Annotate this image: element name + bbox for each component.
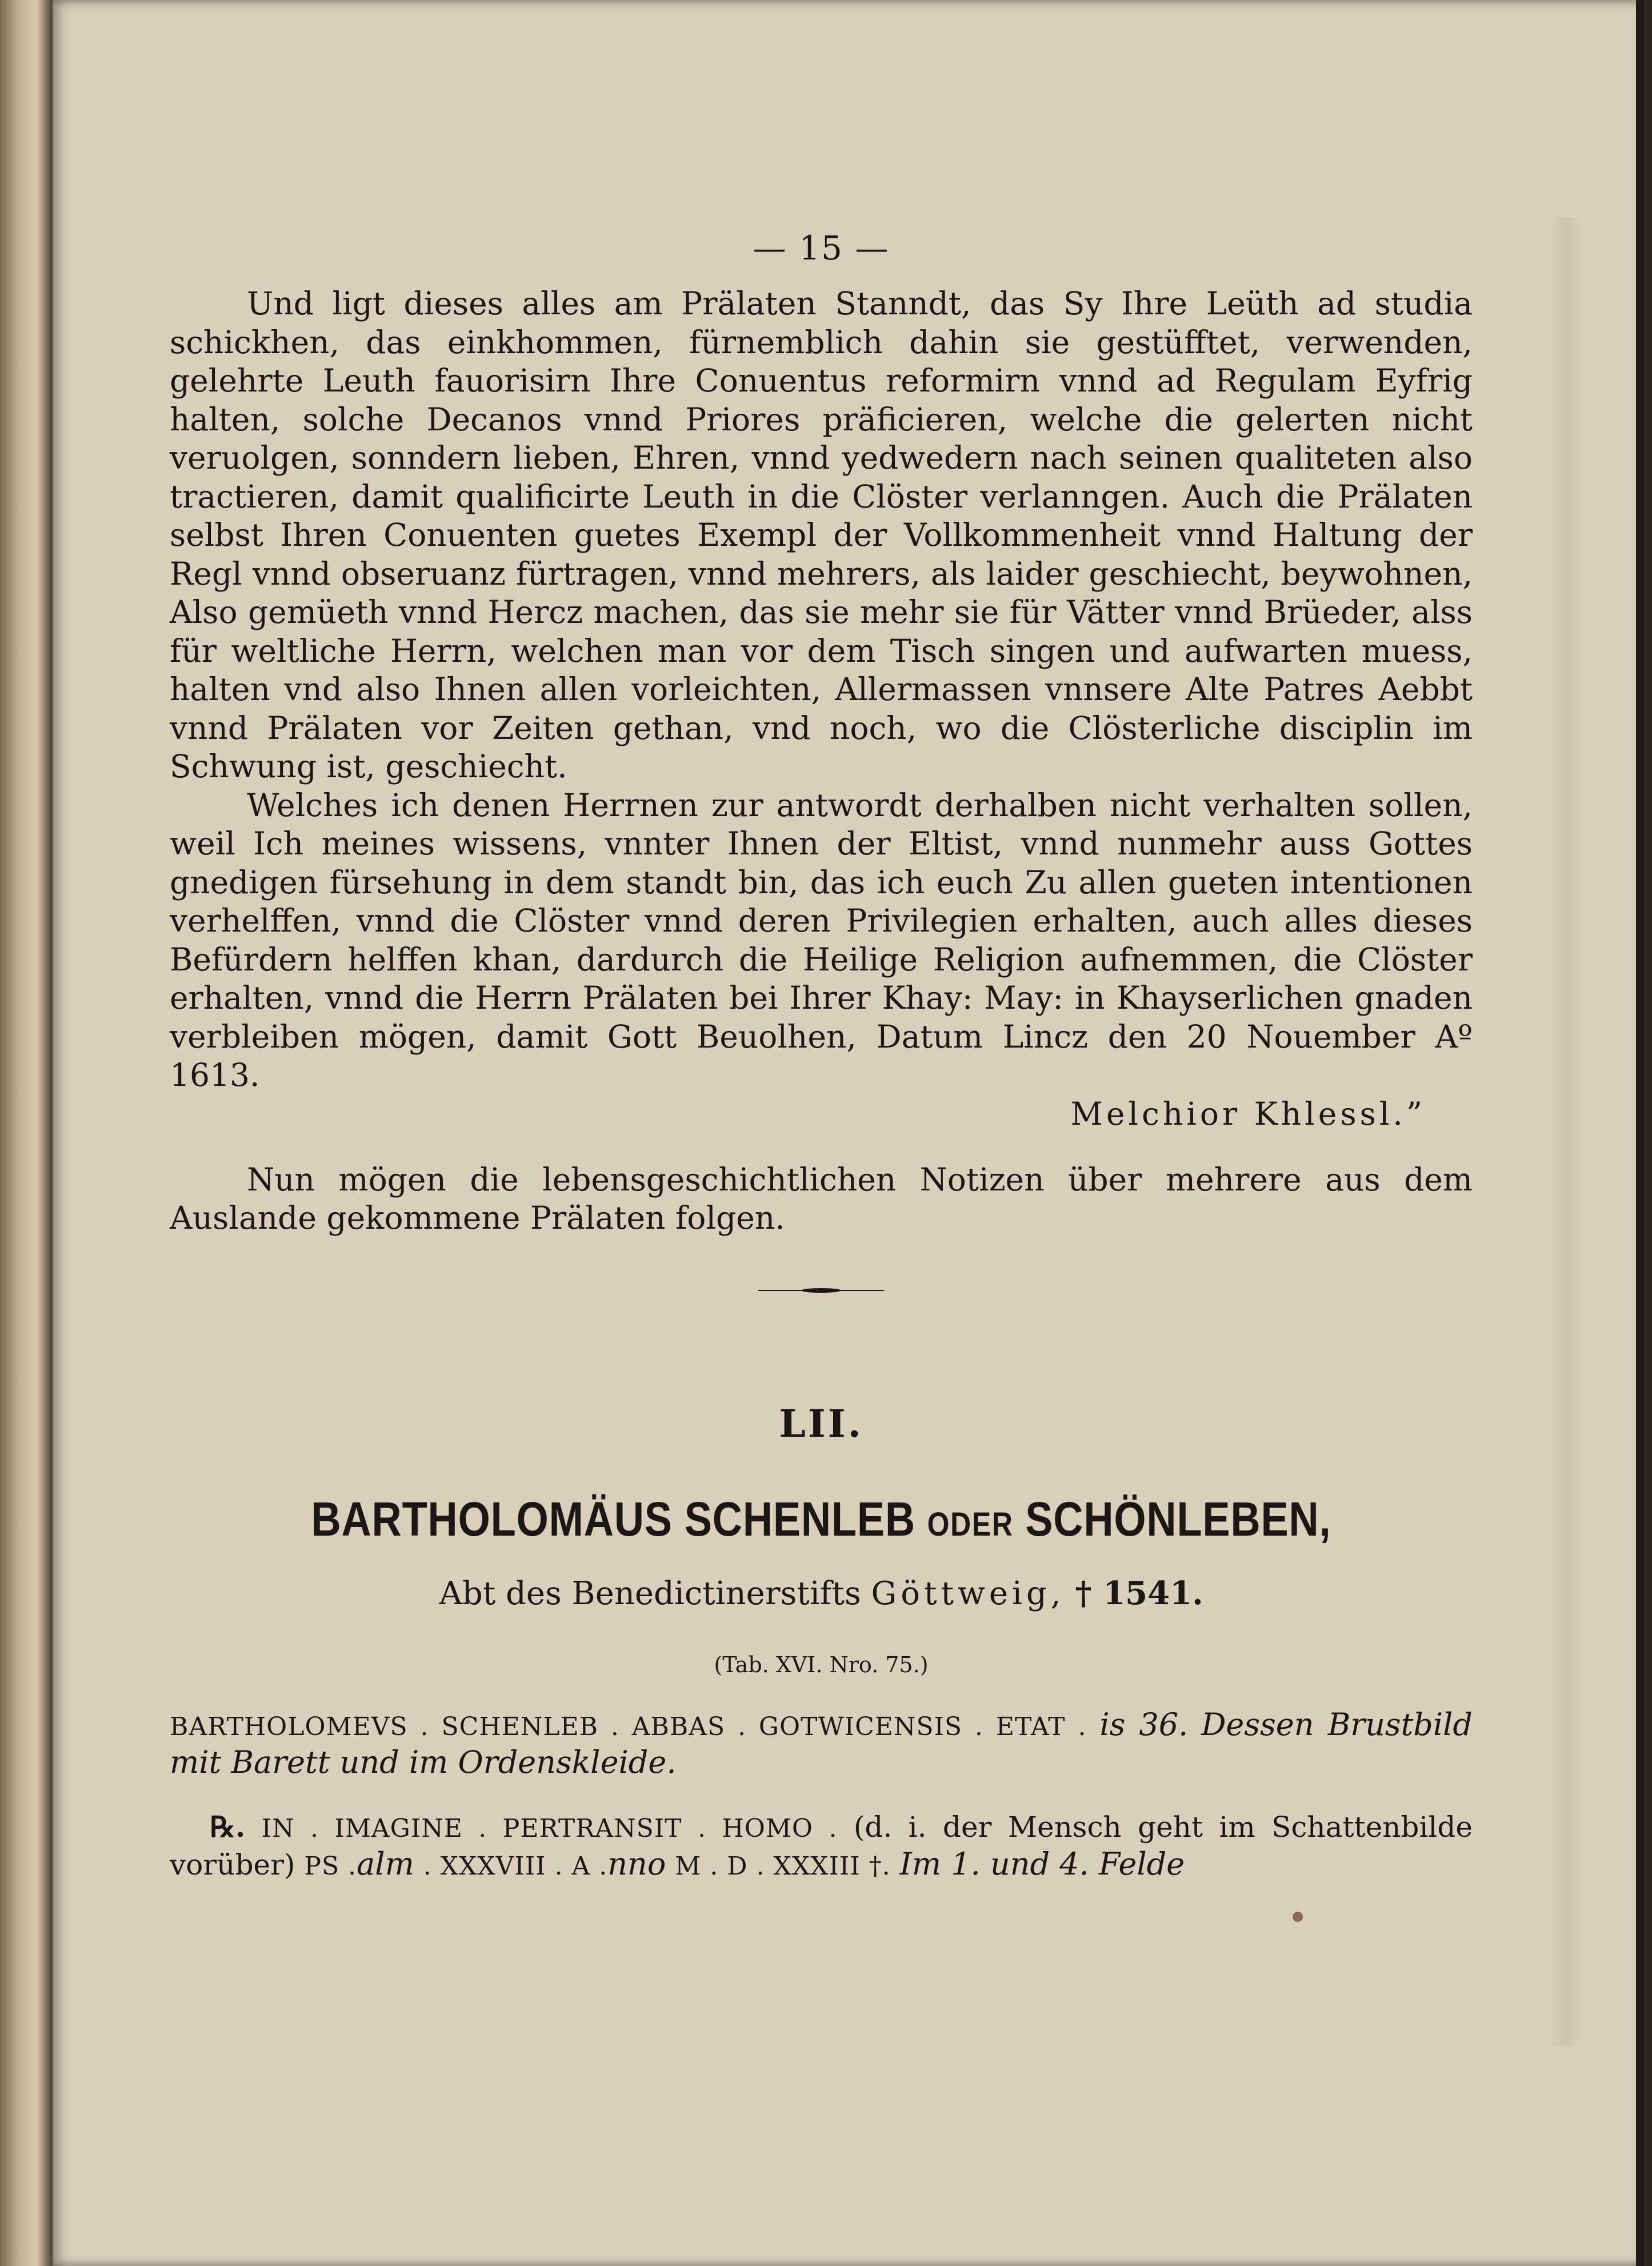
- ink-spot: [1293, 1912, 1303, 1922]
- obverse-age: is 36.: [1099, 1706, 1189, 1743]
- chapter-numeral: LII.: [779, 1401, 863, 1446]
- book-page: [53, 0, 1644, 2266]
- table-reference: (Tab. XVI. Nro. 75.): [714, 1652, 929, 1677]
- reverse-date: M . D . XXXIII †.: [675, 1851, 891, 1881]
- chapter-title-alt-name: SCHÖNLEBEN,: [1025, 1492, 1331, 1546]
- reverse-inscription: IN . IMAGINE . PERTRANSIT . HOMO .: [261, 1813, 838, 1843]
- reverse-nno: nno: [607, 1845, 666, 1882]
- reverse-alm: alm: [357, 1845, 414, 1882]
- subtitle-place: Göttweig,: [871, 1574, 1065, 1612]
- medal-obverse-description: [170, 1707, 1473, 1781]
- reverse-translation: (d. i. der Mensch geht im Schattenbilde vorüber): [170, 1810, 1473, 1881]
- closing-paragraph: Nun mögen die lebensgeschichtlichen Notizen über mehrere aus dem Auslande gekommene Prälaten folgen.: [170, 1161, 1473, 1236]
- chapter-title-name: BARTHOLOMÄUS SCHENLEB: [311, 1492, 915, 1546]
- page-fold-shadow: [1547, 217, 1581, 2046]
- obverse-description: Dessen Brustbild mit Barett und im Ordenskleide.: [170, 1706, 1473, 1780]
- chapter-subtitle: [170, 1574, 1473, 1612]
- reverse-numerals: . XXXVIII . A .: [423, 1851, 608, 1881]
- reverse-mark: ℞.: [210, 1809, 246, 1844]
- reverse-ps: PS .: [304, 1851, 357, 1881]
- signature: Melchior Khlessl.”: [1070, 1095, 1426, 1132]
- letter-paragraph-2: Welches ich denen Herrnen zur antwordt derhalben nicht verhalten sollen, weil Ich meines wissens, vnnter Ihnen der Eltist, vnnd nunmehr auss Gottes gnedigen fürsehung in dem standt bin, das ich euch Zu allen gueten intentionen verhelffen, vnnd die Clöster vnnd deren Privilegien erhalten, auch alles dieses Befürdern helffen khan, dardurch die Heilige Religion aufnemmen, die Clöster erhalten, vnnd die Herrn Prälaten bei Ihrer Khay: May: in Khayserlichen gnaden verbleiben mögen, damit Gott Beuolhen, Datum Lincz den 20 Nouember Aº 1613.: [170, 786, 1473, 1093]
- book-spine: [0, 0, 53, 2266]
- chapter-title-oder: ODER: [927, 1505, 1014, 1543]
- reverse-tail: Im 1. und 4. Felde: [899, 1845, 1185, 1882]
- page-content: [170, 229, 1473, 1913]
- letter-paragraph-1: Und ligt dieses alles am Prälaten Stanndt, das Sy Ihre Leüth ad studia schickhen, das einkhommen, fürnemblich dahin sie gestüfftet, verwenden, gelehrte Leuth fauorisirn Ihre Conuentus reformirn vnnd ad Regulam Eyfrig halten, solche Decanos vnnd Priores präficieren, welche die gelerten nicht veruolgen, sonndern lieben, Ehren, vnnd yedwedern nach seinen qualiteten also tractieren, damit qualificirte Leuth in die Clöster verlanngen. Auch die Prälaten selbst Ihren Conuenten guetes Exempl der Vollkommenheit vnnd Haltung der Regl vnnd obseruanz fürtragen, vnnd mehrers, als laider geschiecht, beywohnen, Also gemüeth vnnd Hercz machen, das sie mehr sie für Vätter vnnd Brüeder, alss für weltliche Herrn, welchen man vor dem Tisch singen und aufwarten muess, halten vnd also Ihnen allen vorleichten, Allermassen vnnsere Alte Patres Aebbt vnnd Prälaten vor Zeiten gethan, vnd noch, wo die Clösterliche disciplin im Schwung ist, geschiecht.: [170, 285, 1473, 785]
- page-number: — 15 —: [753, 229, 890, 267]
- obverse-inscription: BARTHOLOMEVS . SCHENLEB . ABBAS . GOTWICENSIS . ETAT .: [170, 1712, 1087, 1741]
- chapter-title: [261, 1492, 1382, 1547]
- medal-reverse-description: [170, 1809, 1473, 1884]
- subtitle-year: † 1541.: [1075, 1574, 1203, 1612]
- ornamental-divider: [758, 1288, 884, 1293]
- subtitle-prefix: Abt des Benedictinerstifts: [439, 1574, 861, 1612]
- page-edge: [1636, 0, 1644, 2266]
